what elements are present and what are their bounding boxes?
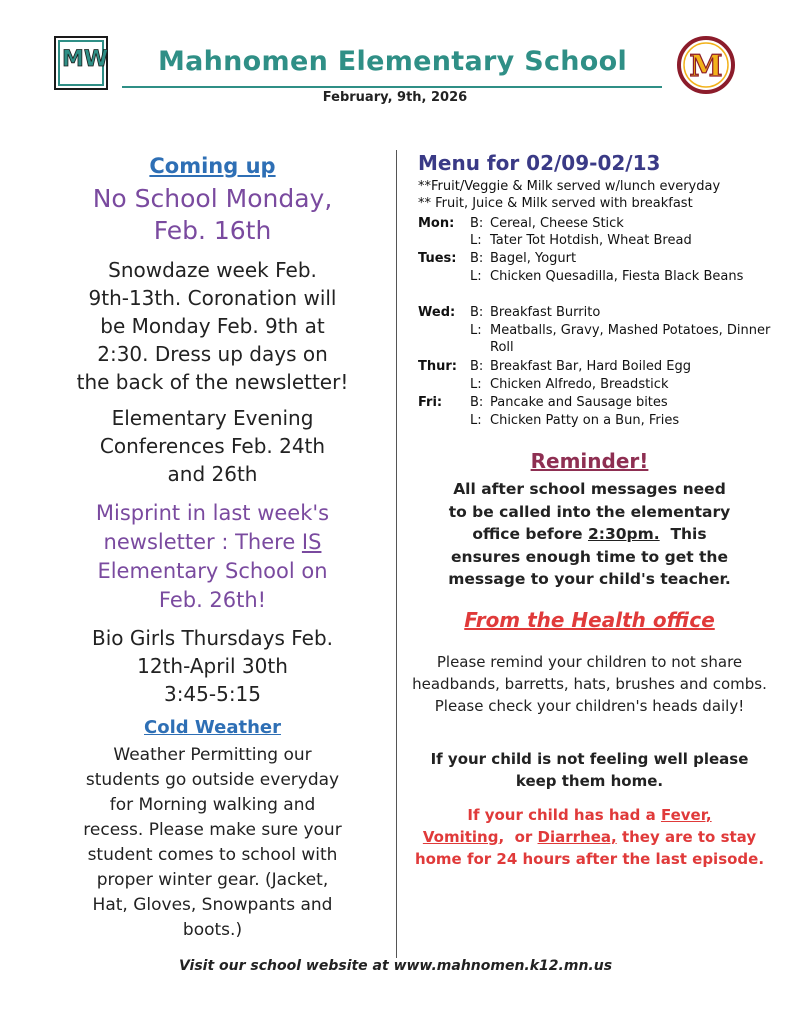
conference-line: and 26th (167, 462, 258, 486)
m-circle-logo (677, 36, 735, 94)
reminder-body (412, 478, 767, 591)
bio-line: 3:45-5:15 (163, 682, 262, 706)
misprint-line (40, 528, 385, 557)
menu-meal-code: B: (470, 251, 484, 266)
health-sick-note: If your child is not feeling well please keep them home. (430, 750, 749, 790)
menu-meal-code: L: (470, 269, 482, 284)
reminder-line (412, 523, 767, 546)
bio-line: 12th-April 30th (137, 654, 288, 678)
logo-m-letter: MW (62, 47, 108, 72)
menu-title: Menu for 02/09-02/13 (418, 151, 661, 175)
menu-item: Cereal, Cheese Stick (490, 216, 624, 231)
menu-row (418, 215, 778, 232)
reminder-line: All after school messages need (453, 480, 726, 498)
mw-logo (54, 36, 108, 90)
reminder-deadline: 2:30pm. (587, 525, 660, 543)
no-school-line: No School Monday, (92, 184, 333, 213)
conference-notice (40, 404, 385, 488)
menu-row (418, 412, 778, 429)
misprint-text: newsletter : There (103, 530, 302, 554)
conference-line: Conferences Feb. 24th (99, 434, 326, 458)
menu-meal-code: L: (470, 377, 482, 392)
cold-line: student comes to school with (87, 845, 338, 865)
misprint-line: Elementary School on (97, 559, 328, 583)
misprint-line: Misprint in last week's (95, 501, 330, 525)
health-lice-note: Please remind your children to not share headbands, barretts, hats, brushes and combs. Please check your children's heads daily! (412, 653, 767, 715)
menu-row (418, 232, 778, 249)
menu-note: **Fruit/Veggie & Milk served w/lunch everyday (418, 179, 721, 194)
menu-meal-code: B: (470, 395, 484, 410)
snowdaze-line: 2:30. Dress up days on (97, 342, 328, 366)
misprint-notice (40, 499, 385, 615)
cold-line: students go outside everyday (85, 770, 340, 790)
cold-line: for Morning walking and (109, 795, 316, 815)
reminder-heading: Reminder! (530, 449, 649, 473)
reminder-text: This (659, 525, 707, 543)
conference-line: Elementary Evening (111, 406, 314, 430)
menu-day (418, 376, 470, 393)
cold-weather-body (40, 743, 385, 943)
cold-line: recess. Please make sure your (83, 820, 342, 840)
menu-row (418, 250, 778, 267)
cold-line: Hat, Gloves, Snowpants and (92, 895, 333, 915)
menu-row (418, 268, 778, 285)
menu-day (418, 412, 470, 429)
menu-note: ** Fruit, Juice & Milk served with breakfast (418, 196, 693, 211)
menu-day: Mon: (418, 216, 455, 231)
menu-meal-code: L: (470, 233, 482, 248)
misprint-line: Feb. 26th! (158, 588, 267, 612)
reminder-line: message to your child's teacher. (448, 570, 731, 588)
health-text: , or (498, 828, 538, 846)
menu-item: Pancake and Sausage bites (490, 395, 668, 410)
no-school-line: Feb. 16th (153, 216, 272, 245)
cold-weather-heading: Cold Weather (144, 717, 281, 738)
menu-item: Bagel, Yogurt (490, 251, 577, 266)
menu-item: Chicken Quesadilla, Fiesta Black Beans (490, 269, 744, 284)
snowdaze-line: the back of the newsletter! (76, 370, 349, 394)
menu-item: Breakfast Bar, Hard Boiled Egg (490, 359, 691, 374)
health-office-heading: From the Health office (464, 608, 715, 632)
snowdaze-notice (40, 256, 385, 396)
cold-line: Weather Permitting our (113, 745, 312, 765)
menu-row (418, 304, 778, 321)
cold-line: boots.) (182, 920, 243, 940)
column-divider (396, 150, 397, 958)
reminder-line: ensures enough time to get the (451, 547, 728, 566)
menu-row (418, 358, 778, 375)
coming-up-heading: Coming up (149, 154, 276, 178)
menu-day (418, 322, 470, 356)
menu-meal-code: L: (470, 413, 482, 428)
newsletter-date: February, 9th, 2026 (322, 90, 468, 105)
bio-line: Bio Girls Thursdays Feb. (91, 626, 334, 650)
menu-meal-code: B: (470, 216, 484, 231)
reminder-line: to be called into the elementary (448, 502, 731, 521)
menu-meal-code: B: (470, 359, 484, 374)
menu-day: Fri: (418, 395, 443, 410)
menu-day: Thur: (418, 359, 457, 374)
snowdaze-line: Snowdaze week Feb. (108, 258, 317, 282)
menu-meal-code: B: (470, 305, 484, 320)
bio-girls-notice (40, 624, 385, 708)
menu-item: Breakfast Burrito (490, 305, 601, 320)
health-text: If your child has had a (467, 806, 661, 824)
menu-item: Meatballs, Gravy, Mashed Potatoes, Dinner Roll (490, 323, 771, 355)
health-symptom-note (412, 804, 767, 870)
symptom-fever: Fever, (660, 806, 712, 824)
menu-day (418, 268, 470, 285)
menu-row (418, 394, 778, 411)
cold-line: proper winter gear. (Jacket, (96, 870, 329, 890)
menu-item: Chicken Alfredo, Breadstick (490, 377, 669, 392)
title-rule (122, 86, 662, 88)
no-school-notice (40, 183, 385, 247)
symptom-vomiting: Vomiting (422, 828, 499, 846)
website-footer: Visit our school website at www.mahnomen.k12.mn.us (178, 958, 613, 974)
health-text: they are to stay home for 24 hours after the last episode. (414, 828, 765, 868)
logo-m-gold: M (689, 49, 723, 84)
menu-day: Wed: (418, 305, 456, 320)
snowdaze-line: be Monday Feb. 9th at (100, 314, 325, 338)
reminder-text: office before (472, 525, 588, 543)
menu-day (418, 232, 470, 249)
misprint-emphasis: IS (301, 530, 322, 554)
menu-item: Tater Tot Hotdish, Wheat Bread (490, 233, 692, 248)
menu-row (418, 376, 778, 393)
symptom-diarrhea: Diarrhea, (537, 828, 617, 846)
menu-item: Chicken Patty on a Bun, Fries (490, 413, 680, 428)
snowdaze-line: 9th-13th. Coronation will (88, 286, 337, 310)
menu-meal-code: L: (470, 323, 482, 338)
menu-row (418, 322, 778, 356)
school-title: Mahnomen Elementary School (157, 46, 628, 77)
menu-day: Tues: (418, 251, 457, 266)
